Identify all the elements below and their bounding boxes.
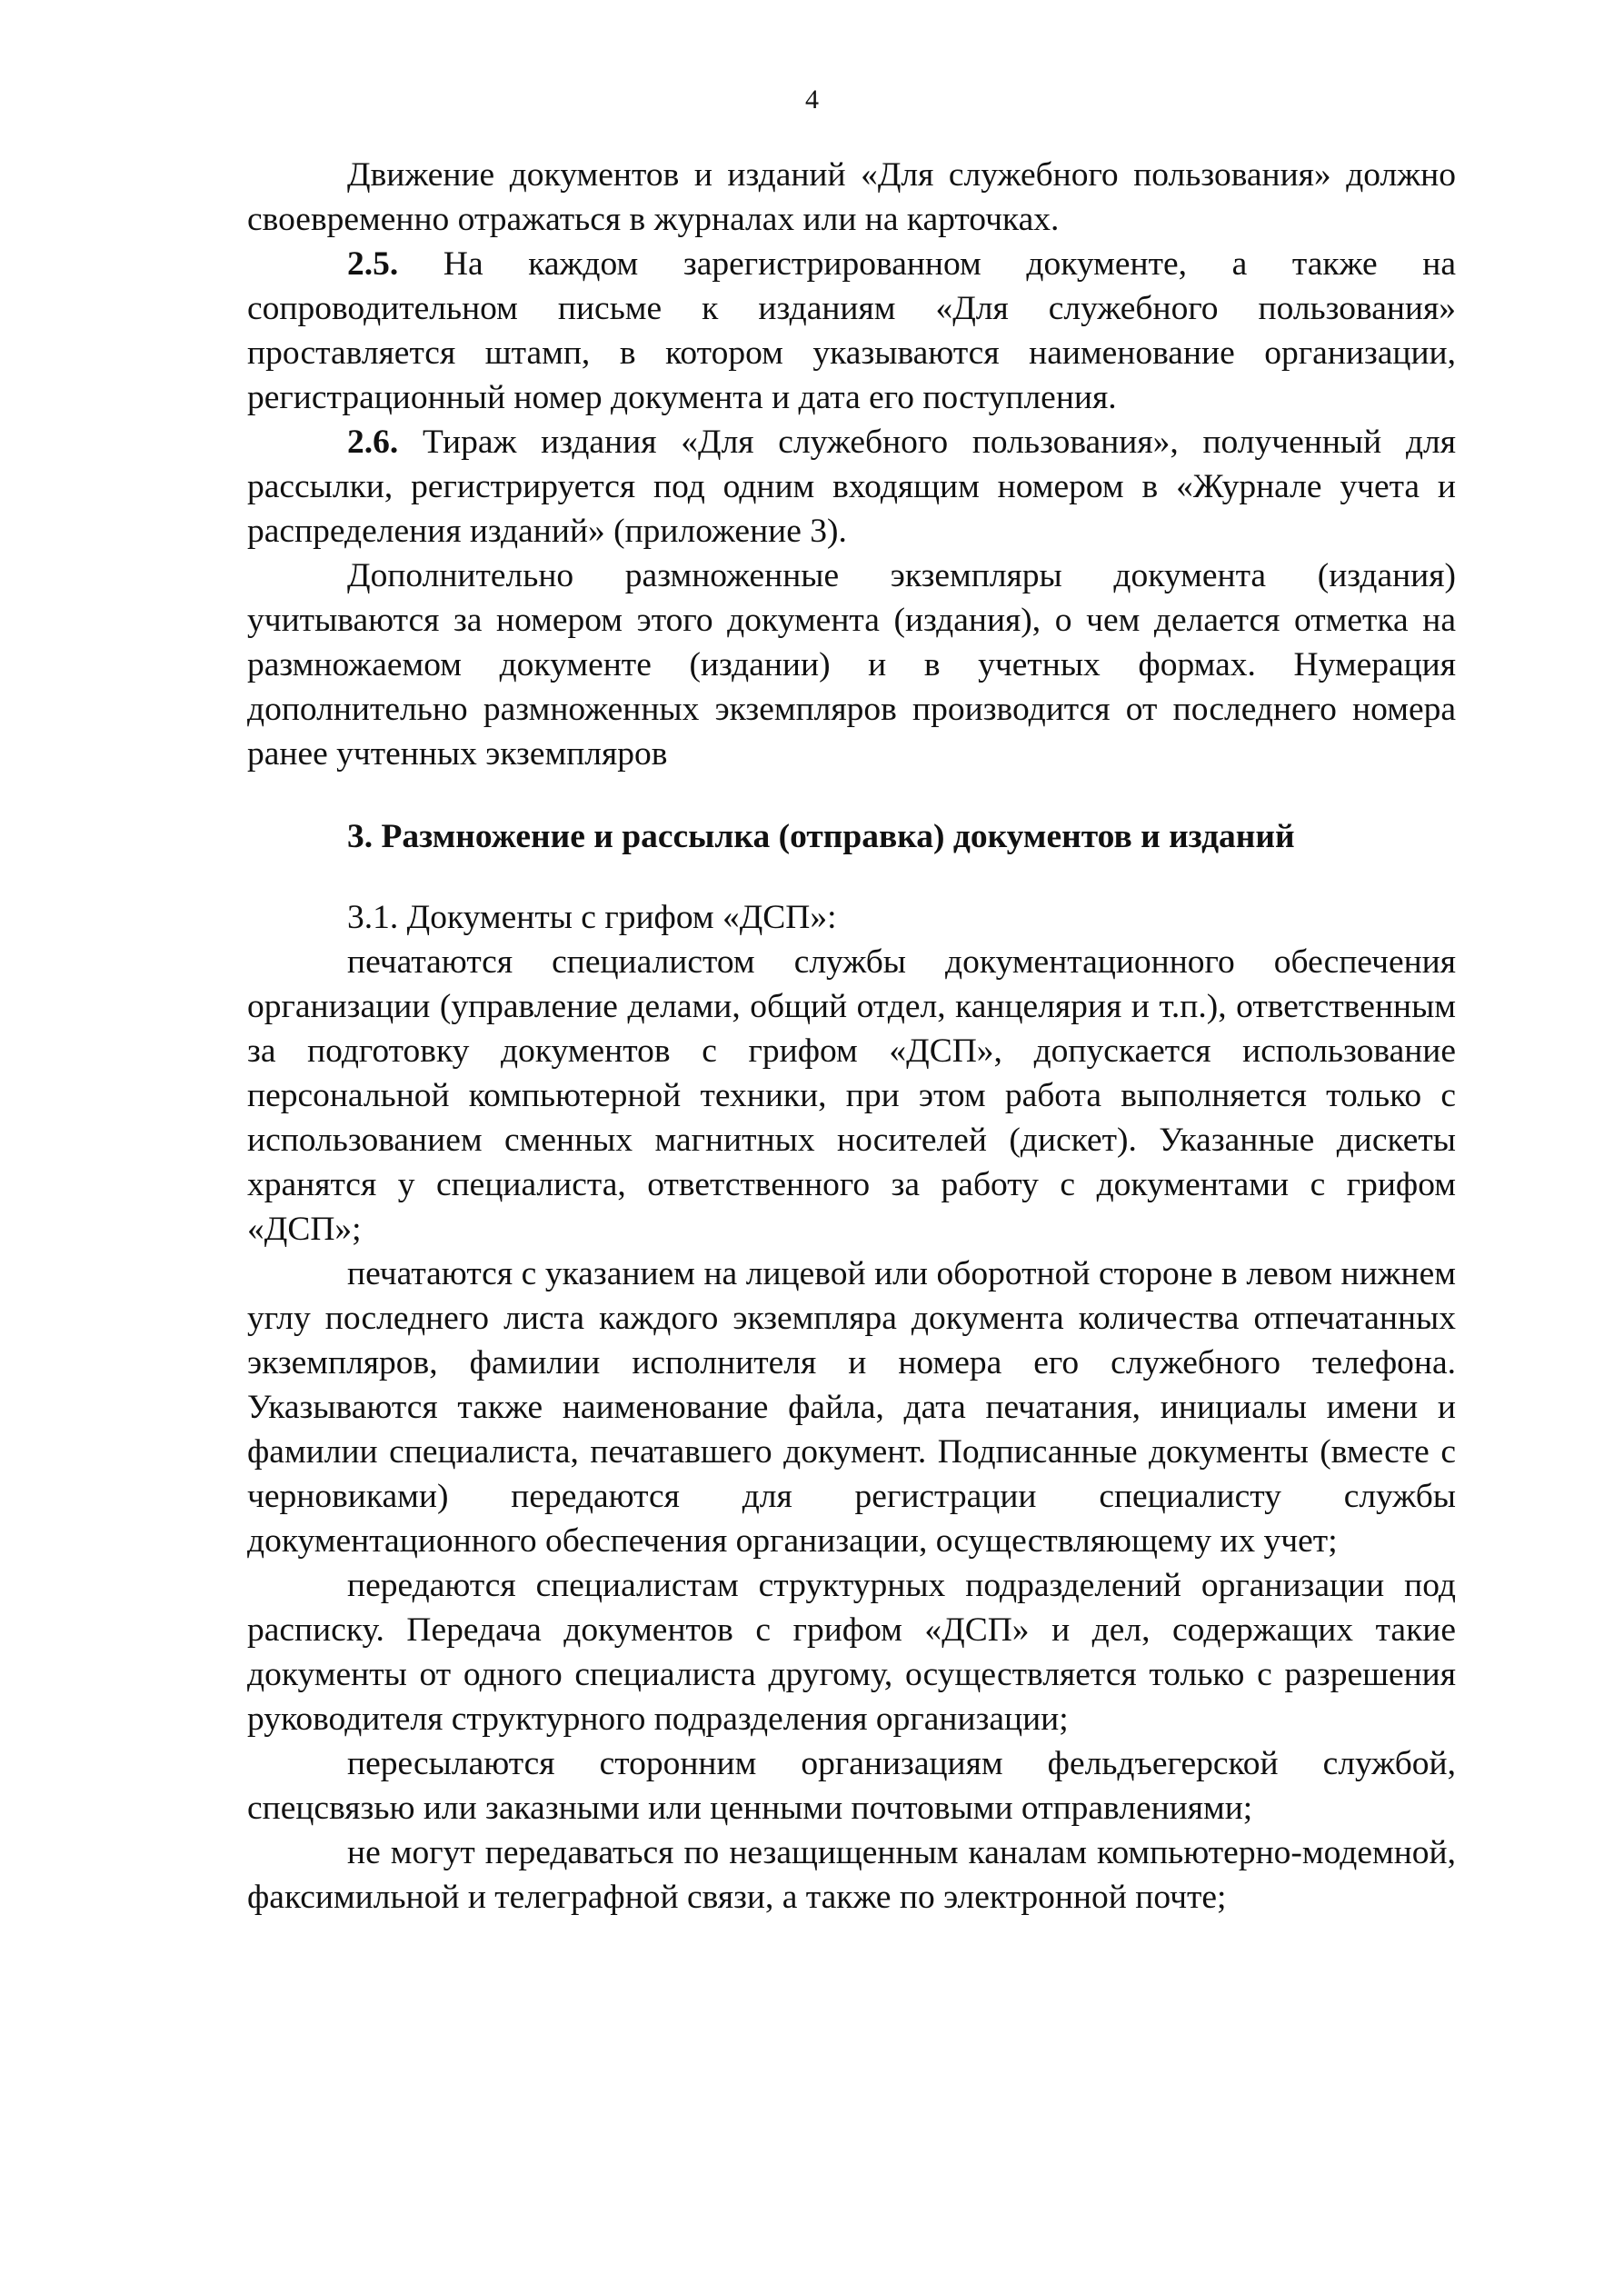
paragraph-text: На каждом зарегистрированном документе, а также на сопроводительном письме к изданиям «Для служебного пользования» проставляется штамп, в котором указываются наименование организации, регистрационный номер документа и дата его поступления. xyxy=(247,245,1456,416)
subsection-3-1 xyxy=(247,895,1456,940)
paragraph-movement xyxy=(247,153,1456,242)
paragraph-text: Тираж издания «Для служебного пользования», полученный для рассылки, регистрируется под одним входящим номером в «Журнале учета и распределения изданий» (приложение 3). xyxy=(247,424,1456,550)
paragraph-marking: печатаются с указанием на лицевой или оборотной стороне в левом нижнем углу последнего листа каждого экземпляра документа количества отпечатанных экземпляров, фамилии исполнителя и номера его служебного телефона. Указываются также наименование файла, дата печатания, инициалы имени и фамилии специалиста, печатавшего документ. Подписанные документы (вместе с черновиками) передаются для регистрации специалисту службы документационного обеспечения организации, осуществляющему их учет; xyxy=(247,1255,1456,1560)
paragraph-additional-copies xyxy=(247,554,1456,776)
paragraph-text: Дополнительно размноженные экземпляры документа (издания) учитываются за номером этого документа (издания), о чем делается отметка на размножаемом документе (издании) и в учетных формах. Нумерация дополнительно размноженных экземпляров производится от последнего номера ранее учтенных экземпляров xyxy=(247,557,1456,773)
paragraph-2-6 xyxy=(247,420,1456,554)
paragraph-mailing: пересылаются сторонним организациям фельдъегерской службой, спецсвязью или заказными или ценными почтовыми отправлениями; xyxy=(247,1745,1456,1827)
paragraph-text: Движение документов и изданий «Для служебного пользования» должно своевременно отражаться в журналах или на карточках. xyxy=(247,156,1456,238)
paragraph-restriction: не могут передаваться по незащищенным каналам компьютерно-модемной, факсимильной и телеграфной связи, а также по электронной почте; xyxy=(247,1834,1456,1916)
paragraph-printing: печатаются специалистом службы документационного обеспечения организации (управление делами, общий отдел, канцелярия и т.п.), ответственным за подготовку документов с грифом «ДСП», допускается использование персональной компьютерной техники, при этом работа выполняется только с использованием сменных магнитных носителей (дискет). Указанные дискеты хранятся у специалиста, ответственного за работу с документами с грифом «ДСП»; xyxy=(247,943,1456,1248)
section-heading: 3. Размножение и рассылка (отправка) документов и изданий xyxy=(347,818,1295,855)
document-body xyxy=(247,153,1456,1920)
clause-number: 2.6. xyxy=(347,424,399,461)
page-number: 4 xyxy=(805,85,819,115)
subsection-title: Документы с грифом «ДСП»: xyxy=(406,899,837,936)
paragraph-transfer: передаются специалистам структурных подразделений организации под расписку. Передача документов с грифом «ДСП» и дел, содержащих такие документы от одного специалиста другому, осуществляется только с разрешения руководителя структурного подразделения организации; xyxy=(247,1567,1456,1738)
clause-number: 3.1. xyxy=(347,899,399,936)
paragraph-2-5 xyxy=(247,242,1456,420)
clause-number: 2.5. xyxy=(347,245,399,283)
